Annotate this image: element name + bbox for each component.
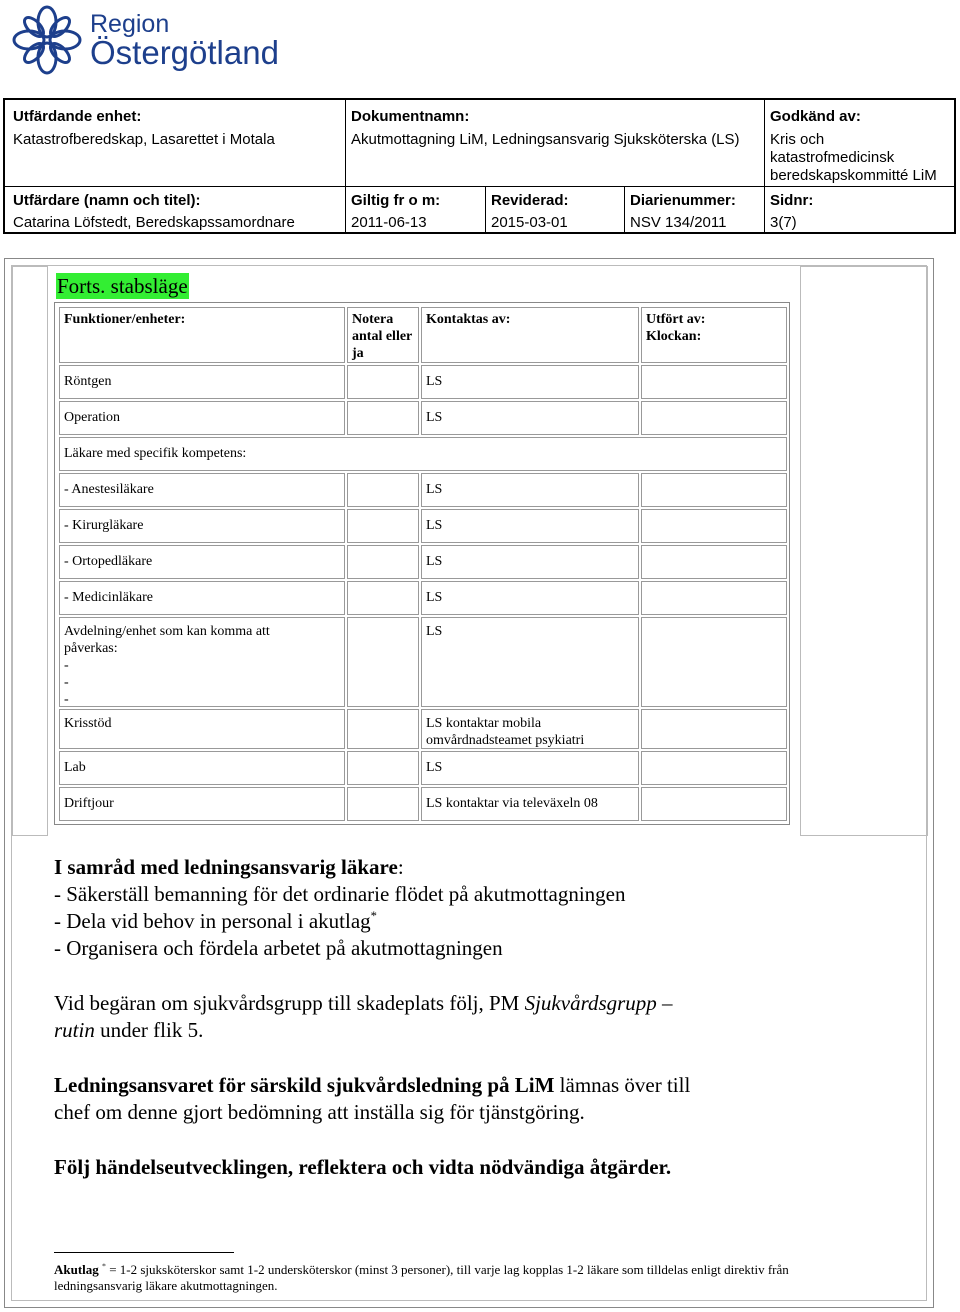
request-paragraph-line1 [54,990,673,1017]
table-row-done-cell [641,581,787,615]
table-row-function-multi [59,617,345,707]
table-row-contact: LS [421,365,639,399]
table-row-note-cell [347,617,419,707]
registry-number-label: Diarienummer: [630,192,736,209]
left-margin-cell [12,266,48,836]
table-row-note-cell [347,787,419,821]
approved-by-value: Kris och katastrofmedicinsk beredskapskommitté LiM [770,131,937,184]
request-text-cont: under flik 5. [94,1018,204,1042]
table-row-function: - Anestesiläkare [59,473,345,507]
table-row-function-span: Läkare med specifik kompetens: [59,437,787,471]
footnote-term: Akutlag [54,1262,99,1277]
table-header-note: Notera antal eller ja [347,307,419,363]
table-row-note-cell [347,751,419,785]
table-row-function: Krisstöd [59,709,345,749]
document-name-label: Dokumentnamn: [351,108,470,125]
footnote [54,1262,794,1294]
bullet-organize: - Organisera och fördela arbetet på akutmottagningen [54,936,503,960]
handover-text: lämnas över till [554,1073,691,1097]
handover-paragraph-line2: chef om denne gjort bedömning att inställa sig för tjänstgöring. [54,1100,585,1124]
logo-text-region: Region [90,10,170,38]
table-row-done-cell [641,751,787,785]
issuing-unit-label: Utfärdande enhet: [13,108,142,125]
table-row-function-text: Avdelning/enhet som kan komma att påverkas: [64,624,270,656]
consult-heading-colon: : [397,855,404,879]
table-header-functions: Funktioner/enheter: [59,307,345,363]
table-header-contact: Kontaktas av: [421,307,639,363]
table-row-contact: LS kontaktar via televäxeln 08 [421,787,639,821]
table-row-note-cell [347,545,419,579]
bullet-teams [54,908,377,935]
approved-by-label: Godkänd av: [770,108,861,125]
pm-reference-cont: rutin [54,1018,95,1042]
page-number-value: 3(7) [770,214,797,231]
table-row-contact: LS [421,581,639,615]
footnote-divider [54,1252,234,1253]
bullet-teams-text: - Dela vid behov in personal i akutlag [54,909,371,933]
consult-heading [54,854,404,881]
table-row-done-cell [641,787,787,821]
valid-from-label: Giltig fr o m: [351,192,441,209]
footnote-sup: * [102,1261,106,1271]
table-row-done-cell [641,617,787,707]
request-paragraph-line2 [54,1017,203,1044]
issuer-label: Utfärdare (namn och titel): [13,192,201,209]
table-row-note-cell [347,509,419,543]
footnote-marker: * [370,909,377,923]
table-row-contact: LS [421,751,639,785]
valid-from-value: 2011-06-13 [351,214,427,231]
table-row-note-cell [347,473,419,507]
pm-reference: Sjukvårdsgrupp – [524,991,673,1015]
right-margin-cell [800,266,928,836]
handover-paragraph-line1 [54,1072,690,1099]
follow-up-bold: Följ händelseutvecklingen, reflektera och vidta nödvändiga åtgärder. [54,1155,672,1179]
table-row-note-cell [347,709,419,749]
table-row-function: Lab [59,751,345,785]
issuing-unit-value: Katastrofberedskap, Lasarettet i Motala [13,131,275,148]
table-row-function: - Medicinläkare [59,581,345,615]
table-row-done-cell [641,509,787,543]
table-row-dash: - [64,692,69,707]
follow-up-paragraph [54,1154,671,1181]
table-row-contact: LS [421,509,639,543]
table-row-contact: LS [421,401,639,435]
table-row-function: Driftjour [59,787,345,821]
consult-heading-bold: I samråd med ledningsansvarig läkare [54,855,398,879]
table-row-contact: LS [421,617,639,707]
flower-emblem-icon [12,4,82,76]
table-row-function: Operation [59,401,345,435]
footnote-text: = 1-2 sjuksköterskor samt 1-2 undersköterskor (minst 3 personer), till varje lag kopplas 1-2 läkare som tilldelas enligt direktiv från ledningsansvarig läkare akutmottagningen. [54,1262,789,1293]
region-logo [12,4,292,76]
table-row-done-cell [641,473,787,507]
table-header-done: Utfört av: Klockan: [641,307,787,363]
logo-text-ostergotland: Östergötland [90,34,279,71]
table-row-function: - Ortopedläkare [59,545,345,579]
table-row-done-cell [641,365,787,399]
table-row-done-cell [641,709,787,749]
table-row-note-cell [347,365,419,399]
table-row-dash: - [64,675,69,690]
table-row-function: - Kirurgläkare [59,509,345,543]
table-row-contact: LS [421,473,639,507]
revised-value: 2015-03-01 [491,214,568,231]
page-number-label: Sidnr: [770,192,814,209]
document-header-table [3,98,956,234]
table-row-dash: - [64,658,69,673]
table-row-note-cell [347,401,419,435]
table-row-contact: LS [421,545,639,579]
table-row-done-cell [641,401,787,435]
document-name-value: Akutmottagning LiM, Ledningsansvarig Sjuksköterska (LS) [351,131,740,148]
handover-bold: Ledningsansvaret för särskild sjukvårdsledning på LiM [54,1073,555,1097]
table-row-contact: LS kontaktar mobila omvårdnadsteamet psykiatri [421,709,639,749]
request-text: Vid begäran om sjukvårdsgrupp till skadeplats följ, PM [54,991,525,1015]
table-row-function: Röntgen [59,365,345,399]
registry-number-value: NSV 134/2011 [630,214,727,231]
bullet-staffing: - Säkerställ bemanning för det ordinarie flödet på akutmottagningen [54,882,626,906]
function-table [54,302,790,825]
issuer-value: Catarina Löfstedt, Beredskapssamordnare [13,214,295,231]
revised-label: Reviderad: [491,192,569,209]
section-title: Forts. stabsläge [57,274,188,298]
table-row-note-cell [347,581,419,615]
table-row-done-cell [641,545,787,579]
